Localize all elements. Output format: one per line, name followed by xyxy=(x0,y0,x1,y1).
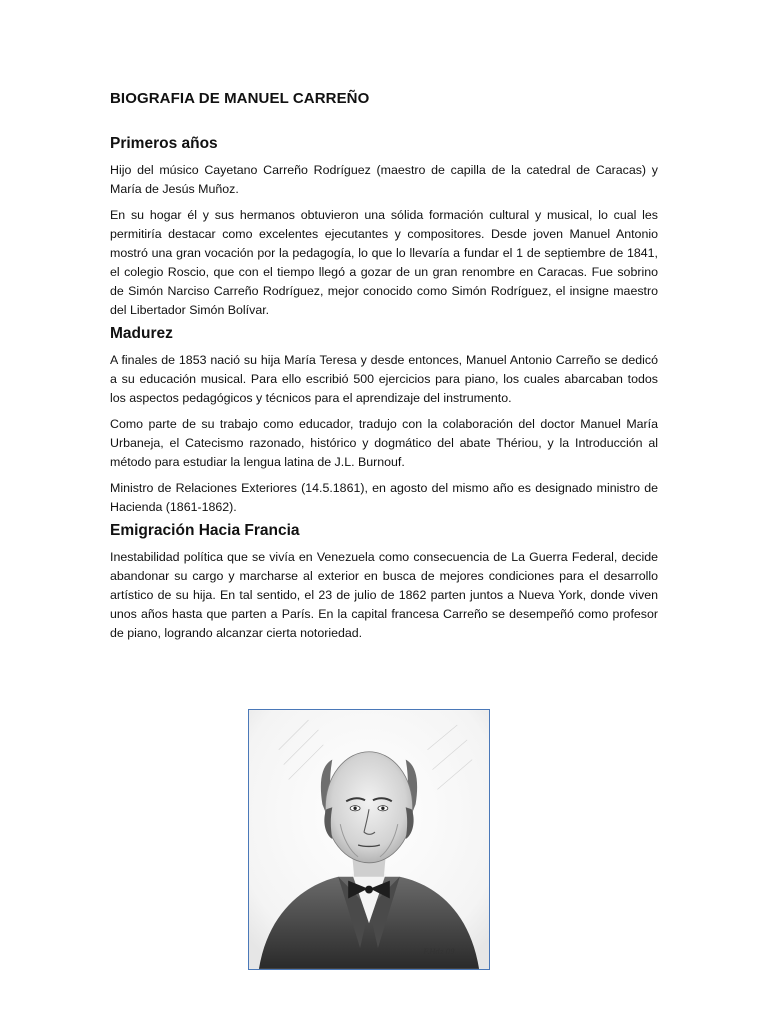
section-heading: Emigración Hacia Francia xyxy=(110,522,300,539)
section-emigracion-hacia-francia xyxy=(110,522,658,643)
portrait-sketch xyxy=(249,710,489,969)
paragraph: Como parte de su trabajo como educador, tradujo con la colaboración del doctor Manuel María Urbaneja, el Catecismo razonado, histórico y dogmático del abate Thériou, y la Introducción al método para estudiar la lengua latina de J.L. Burnouf. xyxy=(110,417,658,469)
section-madurez xyxy=(110,325,658,517)
section-heading: Primeros años xyxy=(110,135,218,152)
document-title: BIOGRAFIA DE MANUEL CARREÑO xyxy=(110,90,370,107)
paragraph: Inestabilidad política que se vivía en Venezuela como consecuencia de La Guerra Federal, decide abandonar su cargo y marcharse al exterior en busca de mejores condiciones para el desarrollo artístico de su hija. En tal sentido, el 23 de julio de 1862 parten juntos a Nueva York, donde viven unos años hasta que parten a París. En la capital francesa Carreño se desempeñó como profesor de piano, logrando alcanzar cierta notoriedad. xyxy=(110,550,658,640)
section-heading: Madurez xyxy=(110,325,173,342)
paragraph: A finales de 1853 nació su hija María Teresa y desde entonces, Manuel Antonio Carreño se dedicó a su educación musical. Para ello escribió 500 ejercicios para piano, los cuales abarcaban todos los aspectos pedagógicos y técnicos para el aprendizaje del instrumento. xyxy=(110,353,658,405)
paragraph: Ministro de Relaciones Exteriores (14.5.1861), en agosto del mismo año es designado ministro de Hacienda (1861-1862). xyxy=(110,481,658,514)
portrait-signature: F.Hdz 09 xyxy=(423,948,455,957)
paragraph: En su hogar él y sus hermanos obtuvieron una sólida formación cultural y musical, lo cual les permitiría destacar como excelentes ejecutantes y compositores. Desde joven Manuel Antonio mostró una gran vocación por la pedagogía, lo que lo llevaría a fundar el 1 de septiembre de 1841, el colegio Roscio, que con el tiempo llegó a gozar de un gran renombre en Caracas. Fue sobrino de Simón Narciso Carreño Rodríguez, mejor conocido como Simón Rodríguez, el insigne maestro del Libertador Simón Bolívar. xyxy=(110,208,658,317)
paragraph: Hijo del músico Cayetano Carreño Rodríguez (maestro de capilla de la catedral de Caracas) y María de Jesús Muñoz. xyxy=(110,163,658,196)
document-content xyxy=(110,90,658,650)
section-primeros-anos xyxy=(110,135,658,320)
portrait-image xyxy=(248,709,490,970)
